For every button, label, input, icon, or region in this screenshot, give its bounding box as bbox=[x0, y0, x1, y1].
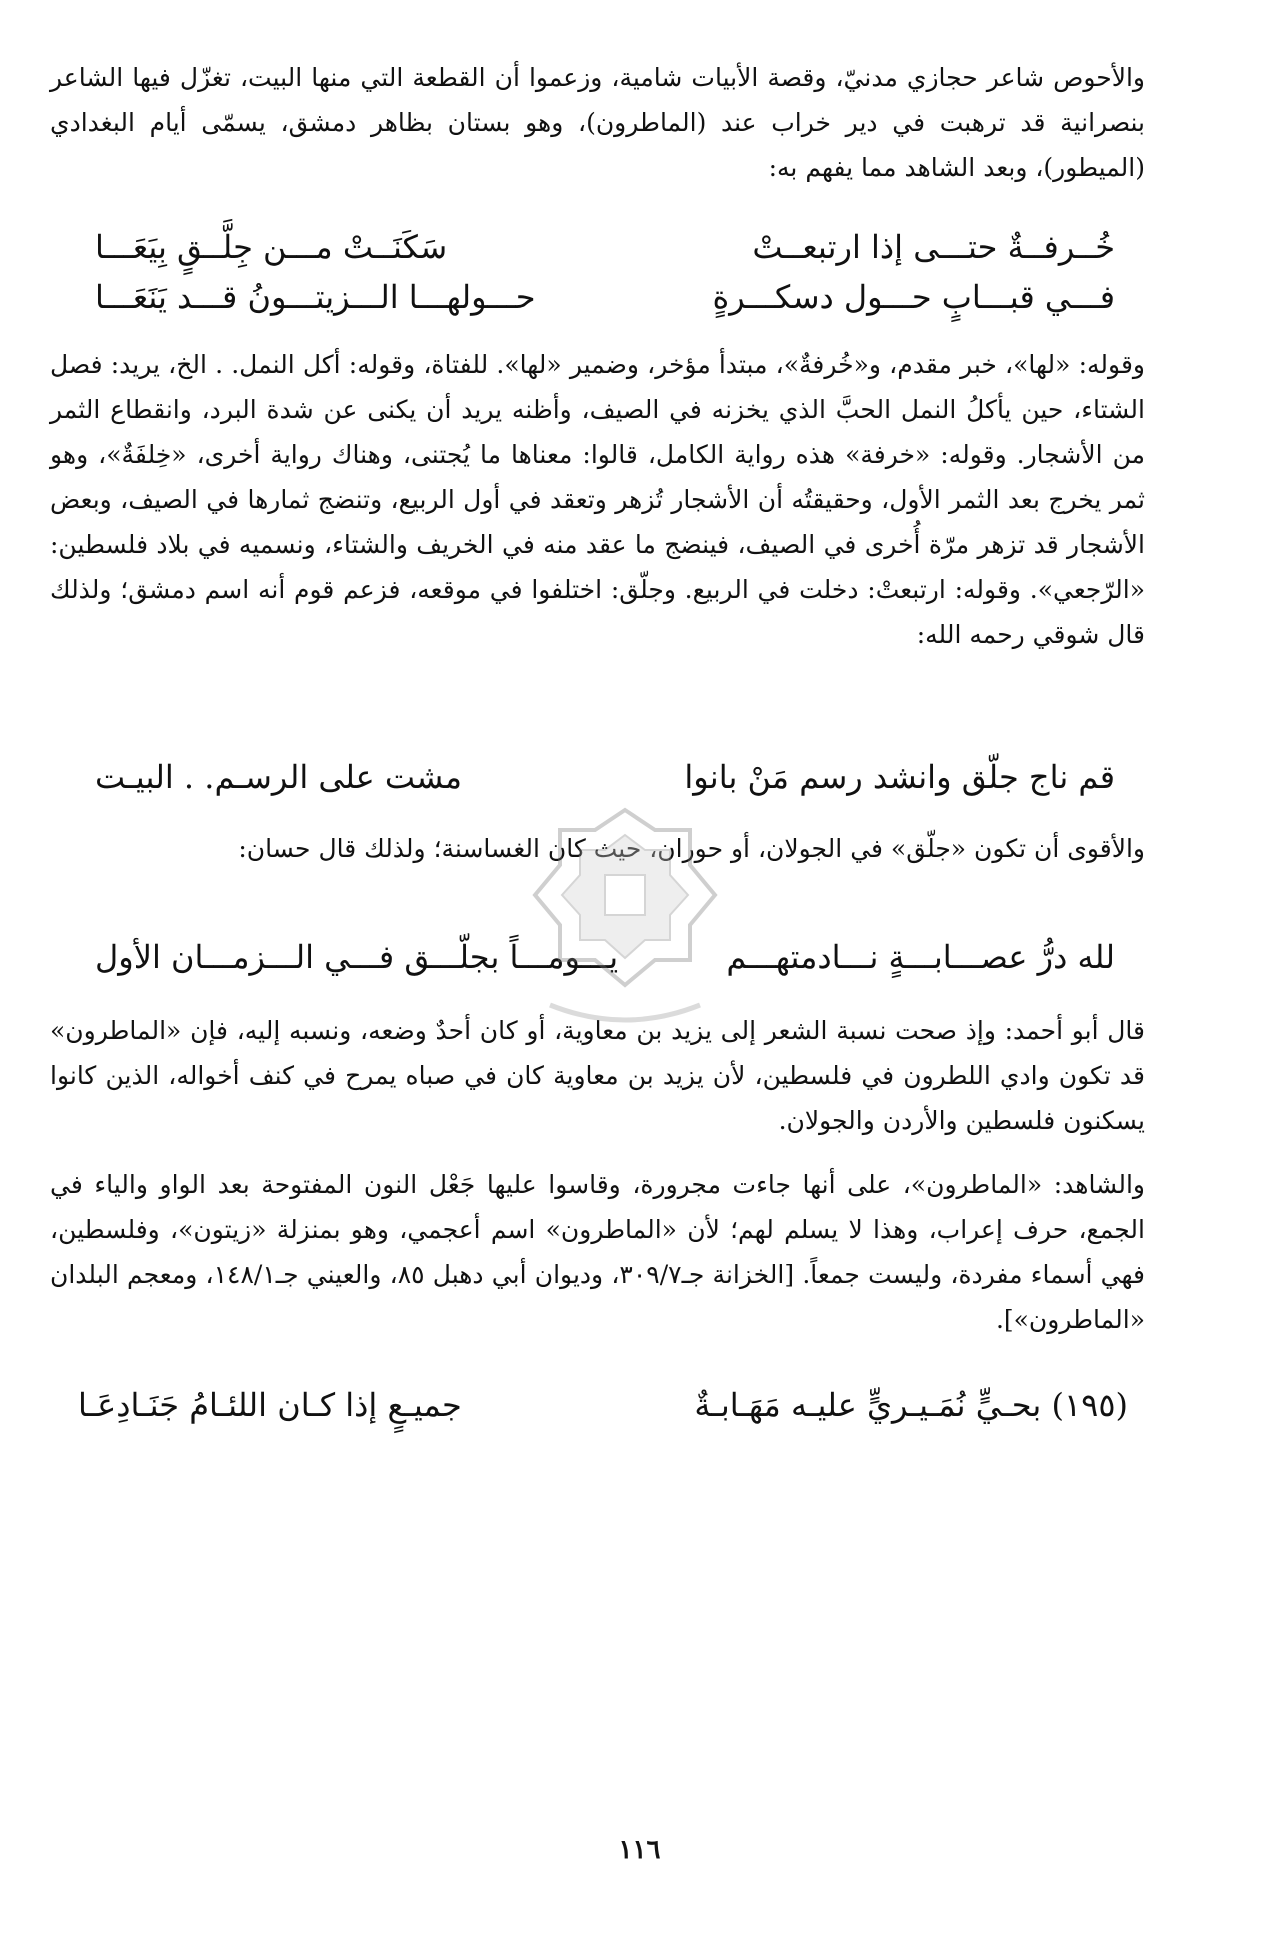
verse-line-2 bbox=[95, 272, 1115, 322]
verse-3-second-hemistich: مشت على الرسـم. . البيـت bbox=[95, 758, 463, 796]
verse-5-second-hemistich: جميـعٍ إذا كـان اللئـامُ جَنَـادِعَـا bbox=[78, 1386, 462, 1424]
verse-line-3 bbox=[95, 752, 1115, 802]
paragraph-commentary: وقوله: «لها»، خبر مقدم، و«خُرفةٌ»، مبتدأ مؤخر، وضمير «لها». للفتاة، وقوله: أكل النمل. . الخ، يريد: فصل الشتاء، حين يأكلُ النمل الحبَّ الذي يخزنه في الصيف، وأظنه يريد أن يكنى عن شدة البرد، وانقطاع الثمر من الأشجار. وقوله: «خرفة» هذه رواية الكامل، قالوا: معناها ما يُجتنى، وهناك رواية أخرى، «خِلفَةٌ»، وهو ثمر يخرج بعد الثمر الأول، وحقيقتُه أن الأشجار تُزهر وتعقد في أول الربيع، وتنضج ثمارها في الصيف، وبعض الأشجار قد تزهر مرّة أُخرى في الصيف، فينضج ما عقد منه في الخريف والشتاء، ونسميه في بلاد فلسطين: «الرّجعي». وقوله: ارتبعتْ: دخلت في الربيع. وجلّق: اختلفوا في موقعه، فزعم قوم أنه اسم دمشق؛ ولذلك قال شوقي رحمه الله: bbox=[50, 350, 1145, 649]
paragraph-jillaq: والأقوى أن تكون «جلّق» في الجولان، أو حوران، حيث كان الغساسنة؛ ولذلك قال حسان: bbox=[238, 834, 1145, 863]
verse-1-first-hemistich: خُــرفــةٌ حتـــى إذا ارتبعــتْ bbox=[752, 228, 1115, 266]
paragraph-shahid: والشاهد: «الماطرون»، على أنها جاءت مجرورة، وقاسوا عليها جَعْل النون المفتوحة بعد الواو والياء في الجمع، حرف إعراب، وهذا لا يسلم لهم؛ لأن «الماطرون» اسم أعجمي، وهو بمنزلة «زيتون»، وفلسطين، فهي أسماء مفردة، وليست جمعاً. [الخزانة جـ٣٠٩/٧، وديوان أبي دهبل ٨٥، والعيني جـ١٤٨/١، ومعجم البلدان «الماطرون»]. bbox=[50, 1170, 1145, 1334]
verse-5-first-hemistich: بحـيٍّ نُمَـيـريٍّ عليـه مَهَـابـةٌ bbox=[694, 1386, 1042, 1424]
paragraph-intro: والأحوص شاعر حجازي مدنيّ، وقصة الأبيات شامية، وزعموا أن القطعة التي منها البيت، تغزّل فيها الشاعر بنصرانية قد ترهبت في دير خراب عند (الماطرون)، وهو بستان بظاهر دمشق، يسمّى أيام البغدادي (الميطور)، وبعد الشاهد مما يفهم به: bbox=[50, 63, 1145, 182]
verse-1-second-hemistich: سَكَنَــتْ مـــن جِلَّــقٍ بِيَعَـــا bbox=[95, 228, 448, 266]
seal-emblem-icon bbox=[520, 800, 730, 1040]
verse-number: (١٩٥) bbox=[1051, 1386, 1128, 1424]
paragraph-abu-ahmad: قال أبو أحمد: وإذ صحت نسبة الشعر إلى يزيد بن معاوية، أو كان أحدٌ وضعه، ونسبه إليه، فإن «الماطرون» قد تكون وادي اللطرون في فلسطين، لأن يزيد بن معاوية كان في صباه يمرح في كنف أخواله، الذين كانوا يسكنون فلسطين والأردن والجولان. bbox=[50, 1016, 1145, 1135]
verse-4-first-hemistich: لله درُّ عصـــابـــةٍ نـــادمتهـــم bbox=[726, 938, 1115, 976]
verse-line-1 bbox=[95, 222, 1115, 272]
verse-5-first-group bbox=[694, 1386, 1128, 1424]
verse-2-first-hemistich: فـــي قبـــابٍ حـــول دسكـــرةٍ bbox=[712, 278, 1115, 316]
verse-4-second-hemistich: يـــومـــاً بجلّـــق فـــي الـــزمـــان الأول bbox=[95, 938, 619, 976]
verse-line-5 bbox=[78, 1380, 1128, 1430]
verse-2-second-hemistich: حـــولهـــا الـــزيتـــونُ قـــد يَنَعَـــا bbox=[95, 278, 536, 316]
page-number: ١١٦ bbox=[618, 1835, 661, 1865]
verse-3-first-hemistich: قم ناج جلّق وانشد رسم مَنْ بانوا bbox=[684, 758, 1115, 796]
